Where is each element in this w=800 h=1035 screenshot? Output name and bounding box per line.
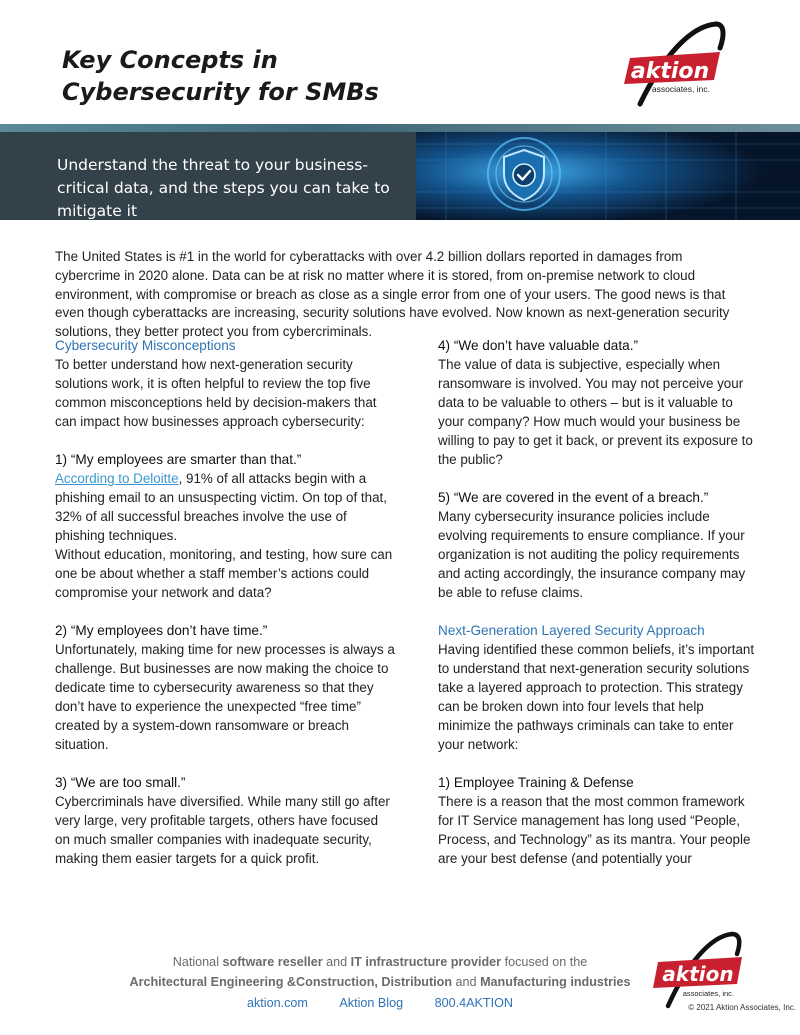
misconception-4-title: 4) “We don’t have valuable data.” [438,338,638,353]
blog-link[interactable]: Aktion Blog [339,996,404,1010]
misconception-1-text [55,469,395,545]
footer-links [0,996,760,1010]
misconception-3-title: 3) “We are too small.” [55,775,186,790]
misconception-1-text-2: Without education, monitoring, and testing, how sure can one be about whether a staff member’s actions could compromise your network and data? [55,547,393,600]
intro-paragraph: The United States is #1 in the world for cyberattacks with over 4.2 billion dollars reported in damages from cybercrime in 2020 alone. Data can be at risk no matter where it is stored, from on-premise network to cloud environment, with compromise or breach as close as a single error from one of your users. The good news is that even though cyberattacks are increasing, security solutions have evolved. Now known as next-generation security solutions, they better protect you from cybercriminals. [55,249,730,339]
aktion-logo [612,18,730,110]
level-1-title: 1) Employee Training & Defense [438,775,634,790]
logo-subtitle: associates, inc. [651,84,710,94]
layered-security-text: Having identified these common beliefs, it’s important to understand that next-generation security solutions take a layered approach to protection. This strategy can be broken down into four levels that help minimize the pathways criminals can take to enter your network: [438,642,755,752]
misconception-4-text: The value of data is subjective, especially when ransomware is involved. You may not perceive your data to be valuable to others – but is it valuable to your company? How much would your business be willing to pay to get it back, or prevent its exposure to the public? [438,357,753,467]
copyright: © 2021 Aktion Associates, Inc. [688,1003,796,1012]
footer-line-1: National software reseller and IT infrastructure provider focused on the [172,955,588,969]
misconceptions-heading: Cybersecurity Misconceptions [55,338,236,353]
title-line-2: Cybersecurity for SMBs [62,78,379,106]
header-rule [0,124,800,132]
aktion-logo-footer [648,926,748,1012]
cyber-shield-image [416,132,800,220]
banner-text: Understand the threat to your business-critical data, and the steps you can take to mitigate it [57,156,390,220]
misconception-2-text: Unfortunately, making time for new processes is always a challenge. But businesses are now making the choice to dedicate time to cybersecurity awareness so that they don’t have to experience the unexpected “free time” created by a system-down ransomware or breach situation. [55,642,395,752]
footer-logo-word: aktion [662,962,734,986]
misconception-5-text: Many cybersecurity insurance policies include evolving requirements to ensure compliance. If your organization is not auditing the policy requirements and acting accordingly, the insurance company may be able to refuse claims. [438,509,746,600]
hero-banner [0,132,800,220]
phone-link[interactable]: 800.4AKTION [434,996,514,1010]
deloitte-link[interactable]: According to Deloitte [55,471,179,486]
misconceptions-intro: To better understand how next-generation security solutions work, it is often helpful to review the top five common misconceptions held by decision-makers that can impact how businesses approach cybersecurity: [55,357,377,429]
footer-line-2: Architectural Engineering &Construction, Distribution and Manufacturing industries [129,975,631,989]
footer-tagline [0,952,760,992]
page-title [62,44,379,108]
right-column [438,336,756,868]
title-line-1: Key Concepts in [62,46,278,74]
layered-security-heading: Next-Generation Layered Security Approach [438,623,705,638]
misconception-5-title: 5) “We are covered in the event of a breach.” [438,490,709,505]
website-link[interactable]: aktion.com [246,996,308,1010]
misconception-2-title: 2) “My employees don’t have time.” [55,623,268,638]
level-1-text: There is a reason that the most common framework for IT Service management has long used “People, Process, and Technology” as its mantra. Your people are your best defense (and potentially your [438,794,751,866]
left-column [55,336,395,868]
footer-logo-subtitle: associates, inc. [682,989,734,998]
misconception-1-title: 1) “My employees are smarter than that.” [55,452,302,467]
misconception-1-body: , 91% of all attacks begin with a phishing email to an unsuspecting victim. On top of that, 32% of all successful breaches involve the use of phishing techniques. [55,471,387,543]
misconception-3-text: Cybercriminals have diversified. While many still go after very large, very profitable targets, others have focused on much smaller companies with inadequate security, making them easier targets for a quick profit. [55,794,390,866]
logo-word: aktion [630,59,710,84]
